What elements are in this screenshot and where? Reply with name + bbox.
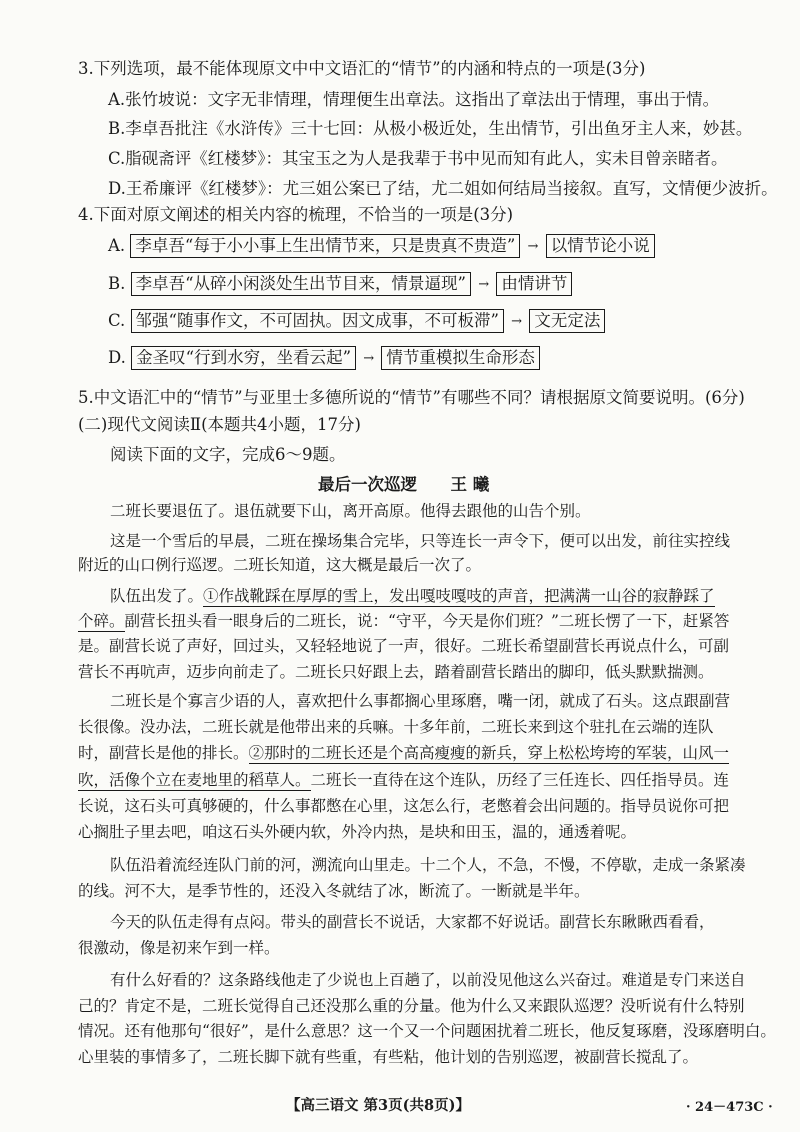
q4-option-b (108, 272, 572, 297)
underlined-sentence-1-end: 个碎。 (78, 612, 125, 630)
option-left-box: 李卓吾“每于小小事上生出情节来，只是贵真不贵造” (130, 234, 520, 258)
story-text: 时，副营长是他的排长。 (78, 744, 249, 762)
story-line: 二班长是个寡言少语的人，喜欢把什么事都搁心里琢磨，嘴一闭，就成了石头。这点跟副营 (110, 692, 731, 710)
underlined-sentence-1: ①作战靴踩在厚厚的雪上，发出嘎吱嘎吱的声音，把满满一山谷的寂静踩了 (203, 587, 715, 605)
story-paragraph: 二班长要退伍了。退伍就要下山，离开高原。他得去跟他的山告个别。 (110, 502, 591, 520)
underlined-sentence-2-end: 吹，活像个立在麦地里的稻草人。 (78, 771, 311, 789)
option-letter: B. (108, 274, 126, 293)
option-left-box: 邹强“随事作文，不可固执。因文成事，不可板滞” (131, 309, 504, 333)
section-heading: (二)现代文阅读Ⅱ(本题共4小题，17分) (78, 415, 361, 434)
arrow-icon: → (363, 350, 375, 366)
story-line (78, 768, 729, 792)
story-line (78, 609, 729, 633)
story-line: 这是一个雪后的早晨，二班在操场集合完毕，只等连长一声令下，便可以出发，前往实控线 (110, 532, 731, 550)
story-line: 有什么好看的？这条路线他走了少说也上百趟了，以前没见他这么兴奋过。难道是专门来送自 (110, 971, 746, 989)
story-line: 队伍沿着流经连队门前的河，溯流向山里走。十二个人，不急，不慢，不停歇，走成一条紧凑 (110, 856, 746, 874)
underlined-sentence-2: ②那时的二班长还是个高高瘦瘦的新兵，穿上松松垮垮的军装，山风一 (248, 744, 730, 762)
story-line: 己的？肯定不是，二班长觉得自己还没那么重的分量。他为什么又来跟队巡逻？没听说有什么特别 (78, 997, 745, 1015)
option-letter: D. (108, 348, 126, 367)
arrow-icon: → (511, 313, 523, 329)
story-line (110, 584, 715, 608)
story-line: 心里装的事情多了，二班长脚下就有些重，有些粘，他计划的告别巡逻，被副营长搅乱了。 (78, 1048, 699, 1066)
exam-code: · 24－473C · (686, 1100, 773, 1115)
story-text: 副营长扭头看一眼身后的二班长，说：“守平，今天是你们班？”二班长愣了一下，赶紧答 (124, 612, 730, 630)
q4-option-a (108, 234, 655, 259)
option-letter: C. (108, 311, 126, 330)
q3-stem: 3.下列选项，最不能体现原文中中文语汇的“情节”的内涵和特点的一项是(3分) (78, 59, 646, 78)
option-left-box: 李卓吾“从碎小闲淡处生出节目来，情景逼现” (131, 272, 471, 296)
story-author: 王 曦 (450, 475, 490, 494)
story-line: 长说，这石头可真够硬的，什么事都憋在心里，这怎么行，老憋着会出问题的。指导员说你可把 (78, 797, 730, 815)
q3-option-b: B.李卓吾批注《水浒传》三十七回：从极小极近处，生出情节，引出鱼牙主人来，妙甚。 (108, 119, 753, 138)
story-line: 的线。河不大，是季节性的，还没入冬就结了冰，断流了。一断就是半年。 (78, 882, 590, 900)
q4-option-d (108, 346, 540, 371)
story-title-line (318, 473, 489, 497)
arrow-icon: → (478, 276, 490, 292)
option-left-box: 金圣叹“行到水穷，坐看云起” (131, 346, 356, 370)
story-line: 情况。还有他那句“很好”，是什么意思？这一个又一个问题困扰着二班长，他反复琢磨，没琢磨明白。 (78, 1022, 776, 1040)
q4-stem: 4.下面对原文阐述的相关内容的梳理，不恰当的一项是(3分) (78, 205, 514, 224)
q3-option-d: D.王希廉评《红楼梦》：尤三姐公案已了结，尤二姐如何结局当接叙。直写，文情便少波折。 (108, 179, 778, 198)
option-right-box: 情节重模拟生命形态 (381, 346, 540, 370)
option-letter: A. (108, 236, 126, 255)
arrow-icon: → (527, 238, 539, 254)
story-line (78, 741, 729, 765)
story-line: 附近的山口例行巡逻。二班长知道，这大概是最后一次了。 (78, 556, 482, 574)
reading-instruction: 阅读下面的文字，完成6～9题。 (110, 445, 346, 464)
q4-option-c (108, 309, 605, 334)
story-text: 队伍出发了。 (110, 587, 204, 605)
q3-option-a: A.张竹坡说：文字无非情理，情理便生出章法。这指出了章法出于情理，事出于情。 (108, 90, 720, 109)
option-right-box: 以情节论小说 (546, 234, 655, 258)
q3-option-c: C.脂砚斋评《红楼梦》：其宝玉之为人是我辈于书中见而知有此人，实未目曾亲睹者。 (108, 149, 728, 168)
story-title: 最后一次巡逻 (318, 475, 417, 494)
option-right-box: 文无定法 (529, 309, 605, 333)
option-right-box: 由情讲节 (496, 272, 572, 296)
story-line: 是。副营长说了声好，回过头，又轻轻地说了一声，很好。二班长希望副营长再说点什么，可副 (78, 637, 730, 655)
story-text: 二班长一直待在这个连队，历经了三任连长、四任指导员。连 (310, 771, 730, 789)
story-line: 今天的队伍走得有点闷。带头的副营长不说话，大家都不好说话。副营长东瞅瞅西看看， (110, 913, 715, 931)
page-footer-label: 【高三语文 第3页(共8页)】 (286, 1097, 470, 1114)
story-line: 营长不再吭声，迈步向前走了。二班长只好跟上去，踏着副营长踏出的脚印，低头默默揣测。 (78, 663, 714, 681)
story-line: 很激动，像是初来乍到一样。 (78, 939, 280, 957)
q5-stem: 5.中文语汇中的“情节”与亚里士多德所说的“情节”有哪些不同？请根据原文简要说明。(6分) (78, 388, 745, 407)
story-line: 心搁肚子里去吧，咱这石头外硬内软，外冷内热，是块和田玉，温的，通透着呢。 (78, 823, 637, 841)
story-line: 长很像。没办法，二班长就是他带出来的兵嘛。十多年前，二班长来到这个驻扎在云端的连队 (78, 718, 714, 736)
